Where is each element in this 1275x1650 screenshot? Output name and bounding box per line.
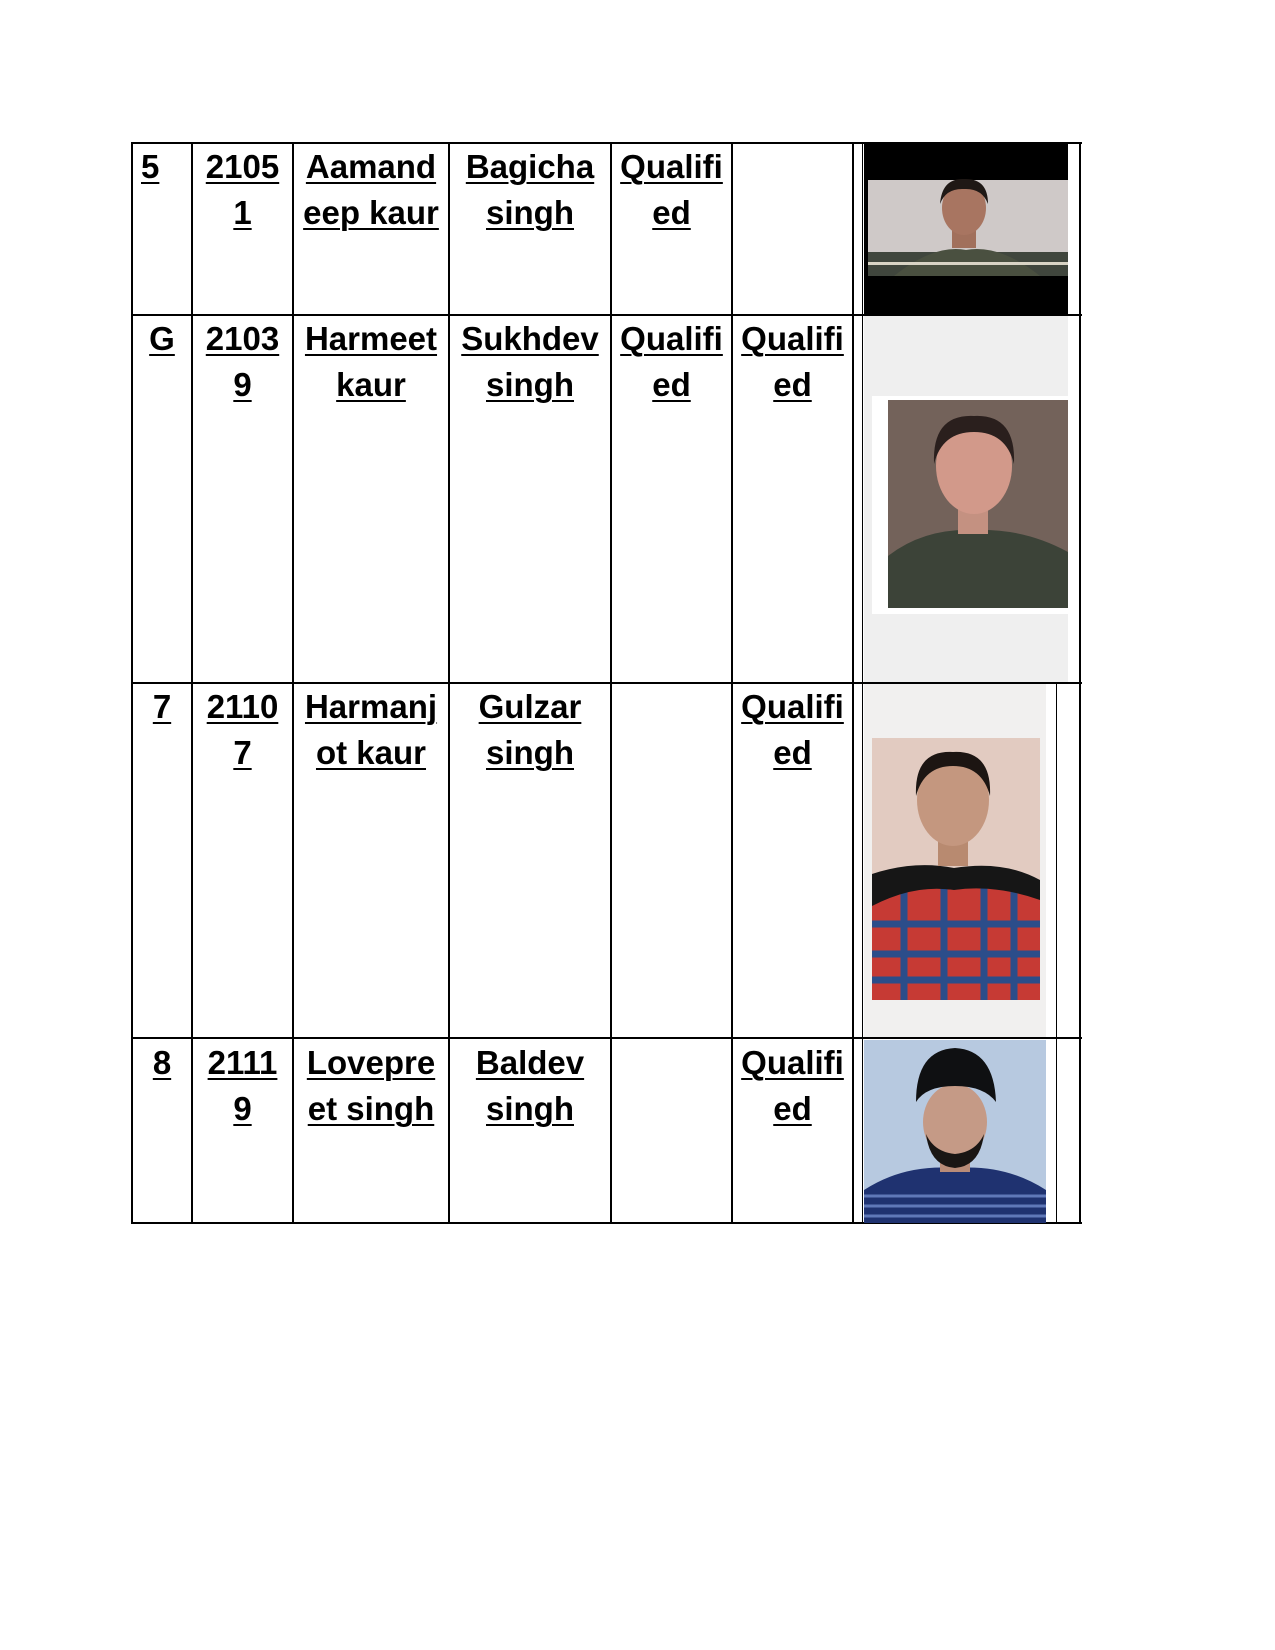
table-border-right <box>1079 142 1081 1224</box>
table-row <box>133 684 191 730</box>
father-name-cell <box>450 1040 610 1132</box>
candidate-photo <box>864 1040 1046 1223</box>
roll-number-cell <box>193 144 292 236</box>
table-row <box>141 144 181 190</box>
result-text: Qualifi <box>741 688 844 725</box>
result-cell <box>612 1040 731 1086</box>
serial-number: G <box>149 320 175 357</box>
roll-number-cell <box>193 316 292 408</box>
table-row <box>133 1040 191 1086</box>
roll-number: 9 <box>233 1090 252 1127</box>
result-text: ed <box>652 194 691 231</box>
father-name: Gulzar <box>478 688 582 725</box>
candidate-photo <box>864 684 1046 1037</box>
roll-number: 2111 <box>207 1044 278 1081</box>
column-divider <box>1056 682 1057 1224</box>
column-divider <box>852 142 854 1224</box>
result-cell <box>733 1040 852 1132</box>
father-name: singh <box>486 1090 574 1127</box>
result-cell <box>612 316 731 408</box>
serial-number: 5 <box>141 148 160 185</box>
result-text: ed <box>773 366 812 403</box>
result-cell <box>733 684 852 776</box>
candidate-name: ot kaur <box>315 734 427 771</box>
father-name-cell <box>450 684 610 776</box>
roll-number: 1 <box>233 194 252 231</box>
result-text: Qualifi <box>741 320 844 357</box>
candidate-name: eep kaur <box>303 194 439 231</box>
roll-number: 9 <box>233 366 252 403</box>
name-cell <box>294 1040 448 1132</box>
result-text: Qualifi <box>741 1044 844 1081</box>
result-text: Qualifi <box>620 148 723 185</box>
candidate-photo <box>864 316 1068 682</box>
father-name: singh <box>486 366 574 403</box>
result-cell <box>612 684 731 730</box>
father-name: Bagicha <box>465 148 595 185</box>
father-name: singh <box>486 194 574 231</box>
father-name-cell <box>450 316 610 408</box>
candidate-name: Harmeet <box>304 320 438 357</box>
table-row <box>133 316 191 362</box>
father-name: Sukhdev <box>461 320 599 357</box>
roll-number-cell <box>193 1040 292 1132</box>
row-divider <box>131 1037 1082 1039</box>
name-cell <box>294 316 448 408</box>
result-cell <box>612 144 731 236</box>
father-name: singh <box>486 734 574 771</box>
candidate-photo <box>864 144 1068 314</box>
serial-number: 8 <box>152 1044 172 1081</box>
name-cell <box>294 144 448 236</box>
roll-number: 2105 <box>205 148 280 185</box>
name-cell <box>294 684 448 776</box>
candidate-name: kaur <box>336 366 406 403</box>
roll-number: 2110 <box>206 688 279 725</box>
result-text: ed <box>652 366 691 403</box>
result-text: ed <box>773 1090 812 1127</box>
father-name: Baldev <box>475 1044 585 1081</box>
result-cell <box>733 144 852 190</box>
serial-number: 7 <box>152 688 172 725</box>
result-cell <box>733 316 852 408</box>
father-name-cell <box>450 144 610 236</box>
result-text: Qualifi <box>620 320 723 357</box>
candidate-name: Harmanj <box>304 688 438 725</box>
candidate-name: Aamand <box>305 148 437 185</box>
column-divider <box>862 142 863 1224</box>
candidate-name: Lovepre <box>306 1044 436 1081</box>
result-text: ed <box>773 734 812 771</box>
roll-number-cell <box>193 684 292 776</box>
roll-number: 7 <box>233 734 252 771</box>
candidate-name: et singh <box>307 1090 435 1127</box>
roll-number: 2103 <box>205 320 280 357</box>
